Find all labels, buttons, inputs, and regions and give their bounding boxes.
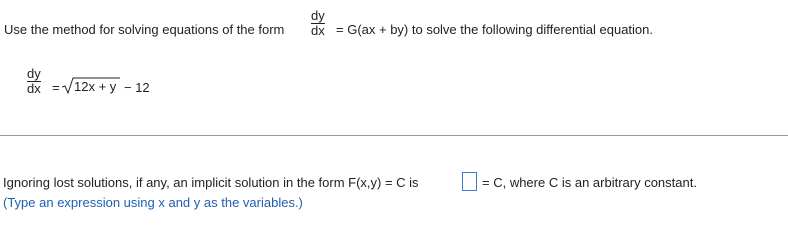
equation-equals: = [52, 80, 60, 95]
form-fraction-denominator: dx [311, 23, 325, 38]
equation-radicand: 12x + y [74, 79, 117, 94]
equation-fraction [27, 67, 41, 96]
problem-intro-form-text: = G(ax + by) to solve the following differential equation. [336, 22, 654, 37]
section-divider [0, 135, 788, 136]
form-fraction [311, 9, 325, 38]
answer-prompt-text: Ignoring lost solutions, if any, an implicit solution in the form F(x,y) = C is [3, 175, 419, 190]
answer-prompt-suffix: = C, where C is an arbitrary constant. [482, 175, 697, 190]
equation-tail: − 12 [124, 80, 150, 95]
answer-hint: (Type an expression using x and y as the variables.) [3, 195, 303, 210]
equation-denominator: dx [27, 81, 41, 96]
form-fraction-numerator: dy [311, 8, 325, 23]
problem-intro-text: Use the method for solving equations of the form [4, 22, 285, 37]
equation-numerator: dy [27, 66, 41, 81]
answer-input[interactable] [462, 172, 477, 191]
